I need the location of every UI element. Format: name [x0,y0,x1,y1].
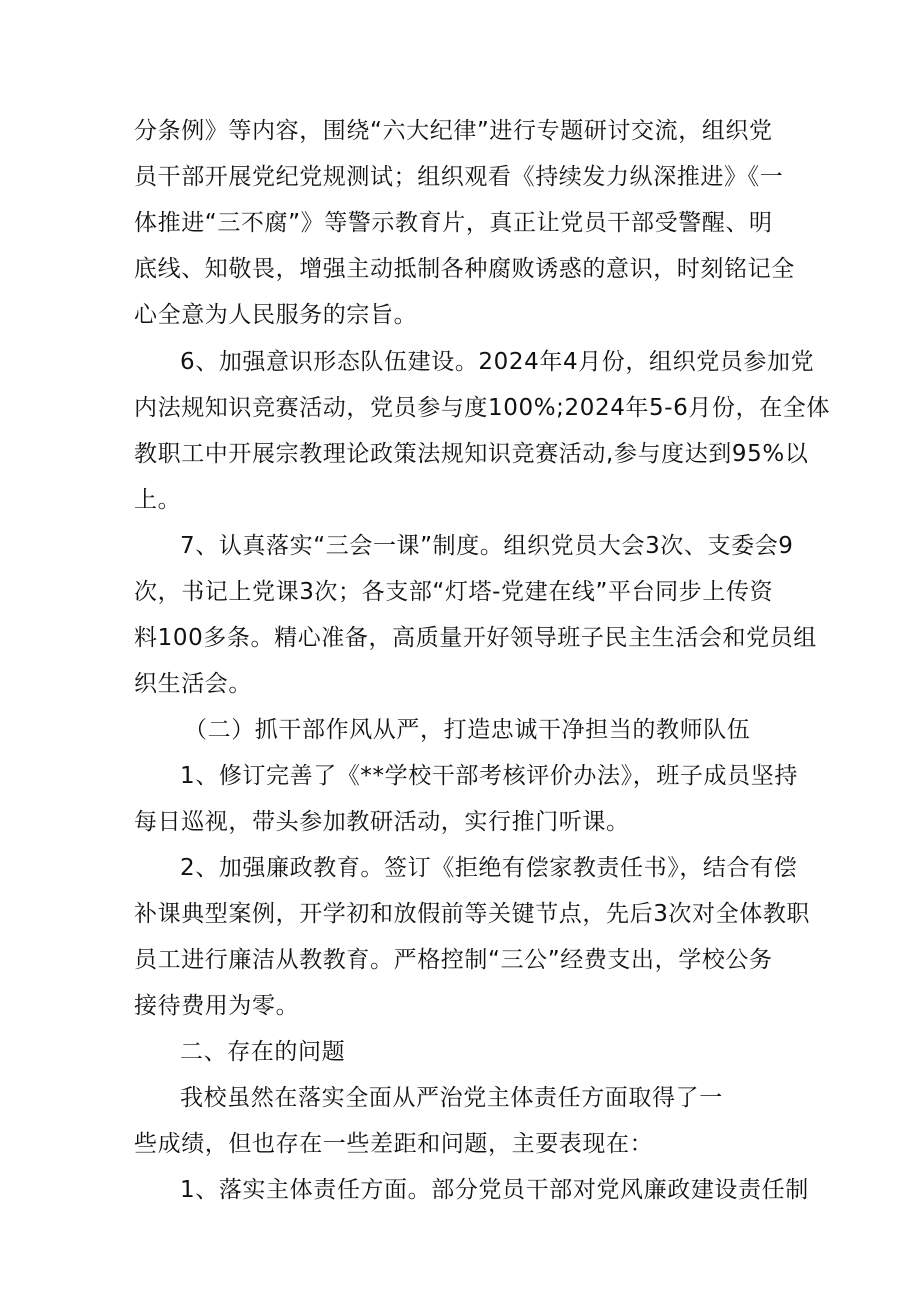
paragraph-line: 上。 [134,487,182,513]
paragraph-line: 员工进行廉洁从教教育。严格控制“三公”经费支出，学校公务 [134,947,773,973]
paragraph-line: 2、加强廉政教育。签订《拒绝有偿家教责任书》，结合有偿 [180,855,798,881]
paragraph-line: 1、落实主体责任方面。部分党员干部对党风廉政建设责任制 [180,1177,809,1203]
paragraph-line: 分条例》等内容，围绕“六大纪律”进行专题研讨交流，组织党 [134,118,773,144]
paragraph-line: 1、修订完善了《**学校干部考核评价办法》，班子成员坚持 [180,763,798,789]
paragraph-line: 6、加强意识形态队伍建设。2024年4月份，组织党员参加党 [180,349,815,375]
paragraph-line: 每日巡视，带头参加教研活动，实行推门听课。 [134,809,630,835]
paragraph-line: 教职工中开展宗教理论政策法规知识竞赛活动,参与度达到95%以 [134,441,809,467]
section-heading: （二）抓干部作风从严，打造忠诚干净担当的教师队伍 [184,717,751,743]
paragraph-line: 接待费用为零。 [134,993,300,1019]
paragraph-line: 织生活会。 [134,671,252,697]
paragraph-line: 料100多条。精心准备，高质量开好领导班子民主生活会和党员组 [134,625,817,651]
paragraph-line: 补课典型案例，开学初和放假前等关键节点，先后3次对全体教职 [134,901,811,927]
paragraph-line: 体推进“三不腐”》等警示教育片，真正让党员干部受警醒、明 [134,210,773,236]
paragraph-line: 我校虽然在落实全面从严治党主体责任方面取得了一 [180,1085,723,1111]
section-heading: 二、存在的问题 [180,1039,346,1065]
paragraph-line: 员干部开展党纪党规测试；组织观看《持续发力纵深推进》《一 [134,164,784,190]
paragraph-line: 心全意为人民服务的宗旨。 [134,302,418,328]
paragraph-line: 次，书记上党课3次；各支部“灯塔-党建在线”平台同步上传资 [134,579,774,605]
paragraph-line: 内法规知识竞赛活动，党员参与度100%;2024年5-6月份，在全体 [134,395,831,421]
paragraph-line: 底线、知敬畏，增强主动抵制各种腐败诱惑的意识，时刻铭记全 [134,256,795,282]
paragraph-line: 7、认真落实“三会一课”制度。组织党员大会3次、支委会9 [180,533,794,559]
paragraph-line: 些成绩，但也存在一些差距和问题，主要表现在： [134,1131,654,1157]
